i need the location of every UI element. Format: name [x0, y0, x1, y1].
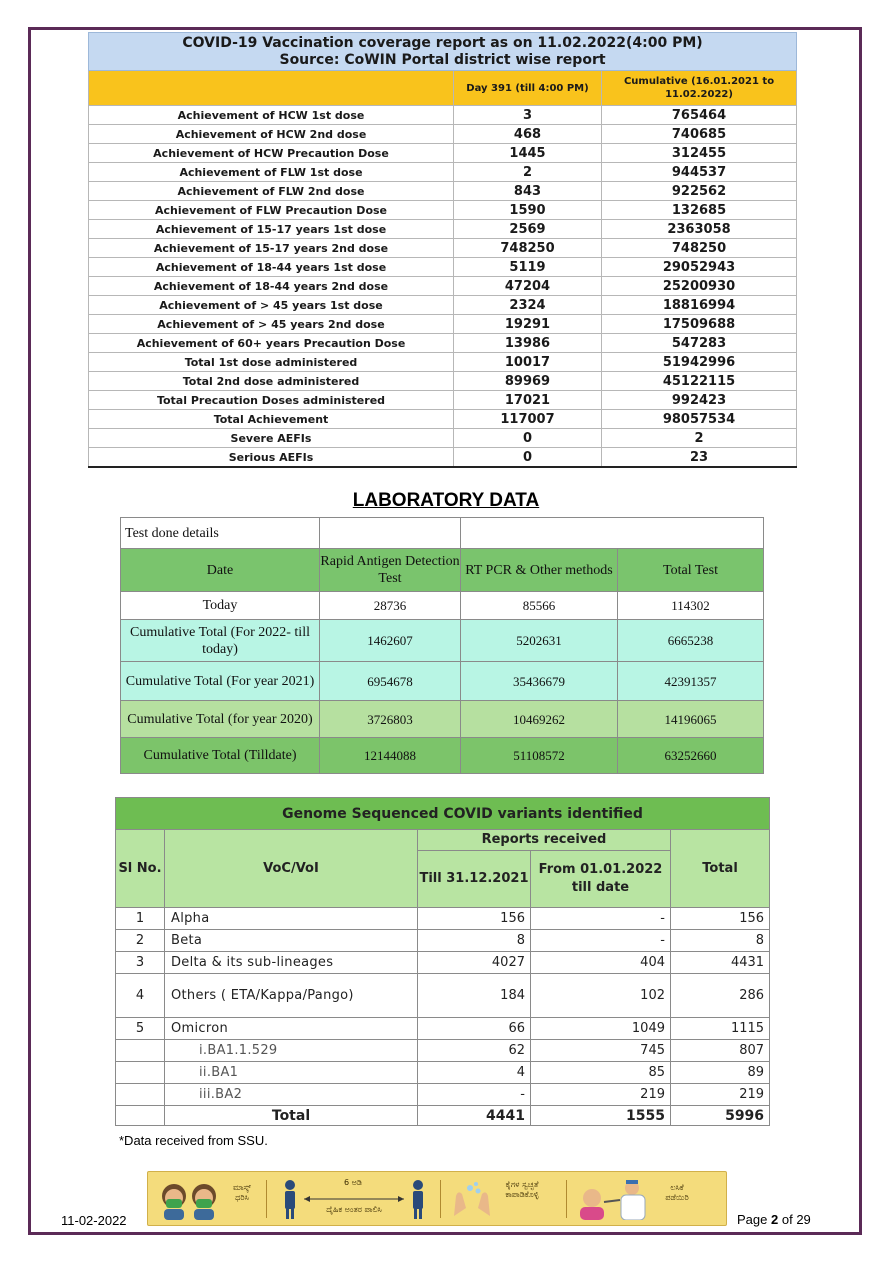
genome-row-variant: Alpha: [165, 908, 418, 930]
genome-row-sl: [116, 1062, 165, 1084]
genome-row-total: 89: [671, 1062, 770, 1084]
lab-row: [121, 738, 764, 774]
banner-mask-text: ಮಾಸ್ಕ್ ಧರಿಸಿ: [232, 1183, 252, 1202]
vaccination-row: [89, 182, 797, 201]
mask-faces-icon: [158, 1178, 222, 1220]
vaccination-row-day: 1445: [454, 144, 602, 163]
lab-row: [121, 701, 764, 738]
lab-header-rat: Rapid Antigen Detection Test: [320, 549, 461, 592]
vaccination-row-label: Serious AEFIs: [89, 448, 454, 468]
lab-caption: Test done details: [121, 518, 320, 549]
genome-row-sl: 1: [116, 908, 165, 930]
lab-header-row: [121, 549, 764, 592]
vaccination-row: [89, 296, 797, 315]
vaccination-row-label: Achievement of 15-17 years 2nd dose: [89, 239, 454, 258]
genome-row: [116, 1084, 770, 1106]
genome-row-sl: [116, 1084, 165, 1106]
footer-page-current: 2: [771, 1212, 779, 1227]
genome-row-total: 219: [671, 1084, 770, 1106]
genome-row-variant: Delta & its sub-lineages: [165, 952, 418, 974]
vaccination-row-label: Total 1st dose administered: [89, 353, 454, 372]
vaccination-icon: [574, 1178, 658, 1220]
genome-row-total: 807: [671, 1040, 770, 1062]
lab-row-total: 63252660: [618, 738, 764, 774]
vaccination-row-day: 0: [454, 448, 602, 468]
vaccination-row-cumulative: 740685: [602, 125, 797, 144]
genome-row-from: 219: [531, 1084, 671, 1106]
vaccination-row-day: 2: [454, 163, 602, 182]
vaccination-row-day: 2324: [454, 296, 602, 315]
vaccination-row-label: Total Achievement: [89, 410, 454, 429]
genome-table: [115, 797, 770, 1126]
lab-header-rtpcr: RT PCR & Other methods: [461, 549, 618, 592]
genome-row-sl: 4: [116, 974, 165, 1018]
footer-page-prefix: Page: [737, 1212, 768, 1227]
vaccination-row-cumulative: 312455: [602, 144, 797, 163]
vaccination-row: [89, 334, 797, 353]
genome-note: *Data received from SSU.: [119, 1133, 268, 1148]
lab-caption-blank: [461, 518, 764, 549]
lab-caption-row: [121, 518, 764, 549]
lab-row: [121, 592, 764, 620]
vaccination-row: [89, 106, 797, 125]
vaccination-row: [89, 201, 797, 220]
lab-row-rat: 6954678: [320, 662, 461, 701]
vaccination-row-label: Total 2nd dose administered: [89, 372, 454, 391]
vaccination-row-cumulative: 748250: [602, 239, 797, 258]
genome-row-till: -: [418, 1084, 531, 1106]
genome-row-from: 102: [531, 974, 671, 1018]
lab-row-date: Cumulative Total (Tilldate): [121, 738, 320, 774]
vaccination-row-day: 843: [454, 182, 602, 201]
vaccination-row: [89, 315, 797, 334]
vaccination-row: [89, 391, 797, 410]
lab-row-rtpcr: 5202631: [461, 620, 618, 662]
hand-wash-icon: [448, 1178, 496, 1220]
vaccination-row-label: Achievement of HCW 2nd dose: [89, 125, 454, 144]
vaccination-row-day: 1590: [454, 201, 602, 220]
genome-row: [116, 1062, 770, 1084]
vaccination-row-day: 468: [454, 125, 602, 144]
genome-header-from: From 01.01.2022 till date: [531, 851, 671, 908]
genome-row-variant: Others ( ETA/Kappa/Pango): [165, 974, 418, 1018]
lab-caption-blank: [320, 518, 461, 549]
lab-row-rtpcr: 85566: [461, 592, 618, 620]
footer-page-number: [737, 1212, 811, 1227]
lab-row-rat: 12144088: [320, 738, 461, 774]
vaccination-row-label: Achievement of FLW 2nd dose: [89, 182, 454, 201]
vaccination-row-label: Severe AEFIs: [89, 429, 454, 448]
genome-row-sl: 3: [116, 952, 165, 974]
vaccination-row-day: 0: [454, 429, 602, 448]
genome-row-from: 85: [531, 1062, 671, 1084]
lab-row-rat: 1462607: [320, 620, 461, 662]
lab-row-rtpcr: 10469262: [461, 701, 618, 738]
genome-row-variant: Beta: [165, 930, 418, 952]
vaccination-row-cumulative: 992423: [602, 391, 797, 410]
vaccination-row-cumulative: 2363058: [602, 220, 797, 239]
lab-row-rtpcr: 35436679: [461, 662, 618, 701]
genome-row-till: 62: [418, 1040, 531, 1062]
genome-row-till: 8: [418, 930, 531, 952]
lab-row-date: Cumulative Total (For 2022- till today): [121, 620, 320, 662]
lab-row-rat: 3726803: [320, 701, 461, 738]
genome-row: [116, 1040, 770, 1062]
genome-header-sl: Sl No.: [116, 830, 165, 908]
vaccination-row: [89, 410, 797, 429]
genome-row-from: 1049: [531, 1018, 671, 1040]
vaccination-row-label: Achievement of FLW 1st dose: [89, 163, 454, 182]
vaccination-row: [89, 448, 797, 468]
lab-heading-text: LABORATORY DATA: [352, 490, 540, 511]
banner-divider: [440, 1180, 441, 1218]
vaccination-row-day: 5119: [454, 258, 602, 277]
vaccination-row-day: 13986: [454, 334, 602, 353]
vaccination-row-day: 117007: [454, 410, 602, 429]
genome-header-total: Total: [671, 830, 770, 908]
genome-row-total: 8: [671, 930, 770, 952]
banner-divider: [266, 1180, 267, 1218]
vaccination-row-label: Achievement of FLW Precaution Dose: [89, 201, 454, 220]
vaccination-row: [89, 258, 797, 277]
genome-header-till: Till 31.12.2021: [418, 851, 531, 908]
lab-row-total: 114302: [618, 592, 764, 620]
vaccination-row-cumulative: 18816994: [602, 296, 797, 315]
genome-row-sl: 2: [116, 930, 165, 952]
vaccination-header-day: Day 391 (till 4:00 PM): [454, 71, 602, 106]
genome-row-till: 66: [418, 1018, 531, 1040]
vaccination-row-day: 47204: [454, 277, 602, 296]
footer-date: 11-02-2022: [61, 1213, 127, 1228]
vaccination-row-cumulative: 25200930: [602, 277, 797, 296]
lab-row-rat: 28736: [320, 592, 461, 620]
genome-row-variant: i.BA1.1.529: [165, 1040, 418, 1062]
genome-row: [116, 974, 770, 1018]
genome-row-total: 4431: [671, 952, 770, 974]
lab-row-total: 6665238: [618, 620, 764, 662]
lab-body: [121, 592, 764, 774]
vaccination-table: [88, 32, 797, 468]
banner-vaccine-text: ಲಸಿಕೆ ಪಡೆಯಿರಿ: [665, 1183, 689, 1202]
genome-row-variant: ii.BA1: [165, 1062, 418, 1084]
vaccination-row-cumulative: 29052943: [602, 258, 797, 277]
vaccination-row-day: 89969: [454, 372, 602, 391]
genome-row-till: 156: [418, 908, 531, 930]
vaccination-header-row: [89, 71, 797, 106]
vaccination-row-cumulative: 547283: [602, 334, 797, 353]
genome-row: [116, 952, 770, 974]
lab-row-date: Cumulative Total (For year 2021): [121, 662, 320, 701]
vaccination-row-day: 10017: [454, 353, 602, 372]
lab-row-date: Cumulative Total (for year 2020): [121, 701, 320, 738]
vaccination-row-label: Achievement of > 45 years 1st dose: [89, 296, 454, 315]
genome-row-total: 1115: [671, 1018, 770, 1040]
genome-row: [116, 930, 770, 952]
genome-row: [116, 1018, 770, 1040]
lab-header-date: Date: [121, 549, 320, 592]
vaccination-row-cumulative: 2: [602, 429, 797, 448]
vaccination-row-day: 3: [454, 106, 602, 125]
vaccination-row-cumulative: 51942996: [602, 353, 797, 372]
genome-total-row: [116, 1106, 770, 1126]
lab-row-rtpcr: 51108572: [461, 738, 618, 774]
genome-body: [116, 908, 770, 1106]
genome-row-sl: 5: [116, 1018, 165, 1040]
vaccination-row: [89, 429, 797, 448]
genome-row-from: 404: [531, 952, 671, 974]
vaccination-header-cumulative: Cumulative (16.01.2021 to 11.02.2022): [602, 71, 797, 106]
vaccination-row-day: 2569: [454, 220, 602, 239]
vaccination-row-cumulative: 922562: [602, 182, 797, 201]
genome-total-total: 5996: [671, 1106, 770, 1126]
genome-total-from: 1555: [531, 1106, 671, 1126]
vaccination-title: [89, 33, 797, 71]
vaccination-row: [89, 277, 797, 296]
vaccination-row-label: Achievement of 18-44 years 1st dose: [89, 258, 454, 277]
vaccination-row-cumulative: 765464: [602, 106, 797, 125]
genome-row-total: 156: [671, 908, 770, 930]
banner-hand-text: ಕೈಗಳ ಸ್ವಚ್ಛತೆ ಕಾಪಾಡಿಕೊಳ್ಳಿ: [505, 1180, 539, 1199]
footer-page-suffix: of 29: [781, 1212, 811, 1227]
genome-row-variant: Omicron: [165, 1018, 418, 1040]
genome-row: [116, 908, 770, 930]
vaccination-row-cumulative: 98057534: [602, 410, 797, 429]
vaccination-row-label: Achievement of HCW 1st dose: [89, 106, 454, 125]
vaccination-row-cumulative: 45122115: [602, 372, 797, 391]
genome-title: Genome Sequenced COVID variants identified: [116, 798, 770, 830]
vaccination-row-day: 19291: [454, 315, 602, 334]
genome-row-from: 745: [531, 1040, 671, 1062]
vaccination-title-row: [89, 33, 797, 71]
lab-heading: [0, 490, 892, 512]
lab-row: [121, 662, 764, 701]
genome-row-from: -: [531, 908, 671, 930]
vaccination-row-day: 17021: [454, 391, 602, 410]
vaccination-title-line1: COVID-19 Vaccination coverage report as on 11.02.2022(4:00 PM): [182, 34, 703, 51]
genome-total-label: Total: [165, 1106, 418, 1126]
vaccination-row: [89, 125, 797, 144]
lab-row-date: Today: [121, 592, 320, 620]
banner-divider: [566, 1180, 567, 1218]
vaccination-row: [89, 353, 797, 372]
vaccination-title-line2: Source: CoWIN Portal district wise report: [279, 51, 606, 68]
lab-row-total: 42391357: [618, 662, 764, 701]
genome-header-reports: Reports received: [418, 830, 671, 851]
vaccination-row-label: Achievement of 60+ years Precaution Dose: [89, 334, 454, 353]
vaccination-row-cumulative: 23: [602, 448, 797, 468]
genome-header-voc: VoC/VoI: [165, 830, 418, 908]
vaccination-row-day: 748250: [454, 239, 602, 258]
vaccination-row-label: Achievement of HCW Precaution Dose: [89, 144, 454, 163]
vaccination-row: [89, 239, 797, 258]
vaccination-row-label: Achievement of 15-17 years 1st dose: [89, 220, 454, 239]
genome-total-till: 4441: [418, 1106, 531, 1126]
vaccination-row: [89, 372, 797, 391]
public-health-banner: [147, 1171, 727, 1226]
vaccination-row-cumulative: 944537: [602, 163, 797, 182]
genome-header-row-1: [116, 830, 770, 851]
genome-row-variant: iii.BA2: [165, 1084, 418, 1106]
vaccination-row: [89, 163, 797, 182]
banner-distance-text: ದೈಹಿಕ ಅಂತರ ಪಾಲಿಸಿ: [326, 1205, 382, 1214]
vaccination-row-label: Achievement of 18-44 years 2nd dose: [89, 277, 454, 296]
genome-row-till: 4027: [418, 952, 531, 974]
vaccination-row-label: Total Precaution Doses administered: [89, 391, 454, 410]
vaccination-row-cumulative: 132685: [602, 201, 797, 220]
genome-row-sl: [116, 1040, 165, 1062]
vaccination-row-cumulative: 17509688: [602, 315, 797, 334]
vaccination-row: [89, 144, 797, 163]
genome-title-row: [116, 798, 770, 830]
genome-total-sl: [116, 1106, 165, 1126]
vaccination-row: [89, 220, 797, 239]
lab-header-total: Total Test: [618, 549, 764, 592]
vaccination-header-blank: [89, 71, 454, 106]
lab-table: [120, 517, 764, 774]
lab-row-total: 14196065: [618, 701, 764, 738]
vaccination-body: [89, 106, 797, 468]
genome-row-total: 286: [671, 974, 770, 1018]
genome-row-till: 4: [418, 1062, 531, 1084]
lab-row: [121, 620, 764, 662]
vaccination-row-label: Achievement of > 45 years 2nd dose: [89, 315, 454, 334]
genome-row-till: 184: [418, 974, 531, 1018]
banner-distance-top: 6 ಅಡಿ: [344, 1178, 362, 1187]
genome-row-from: -: [531, 930, 671, 952]
